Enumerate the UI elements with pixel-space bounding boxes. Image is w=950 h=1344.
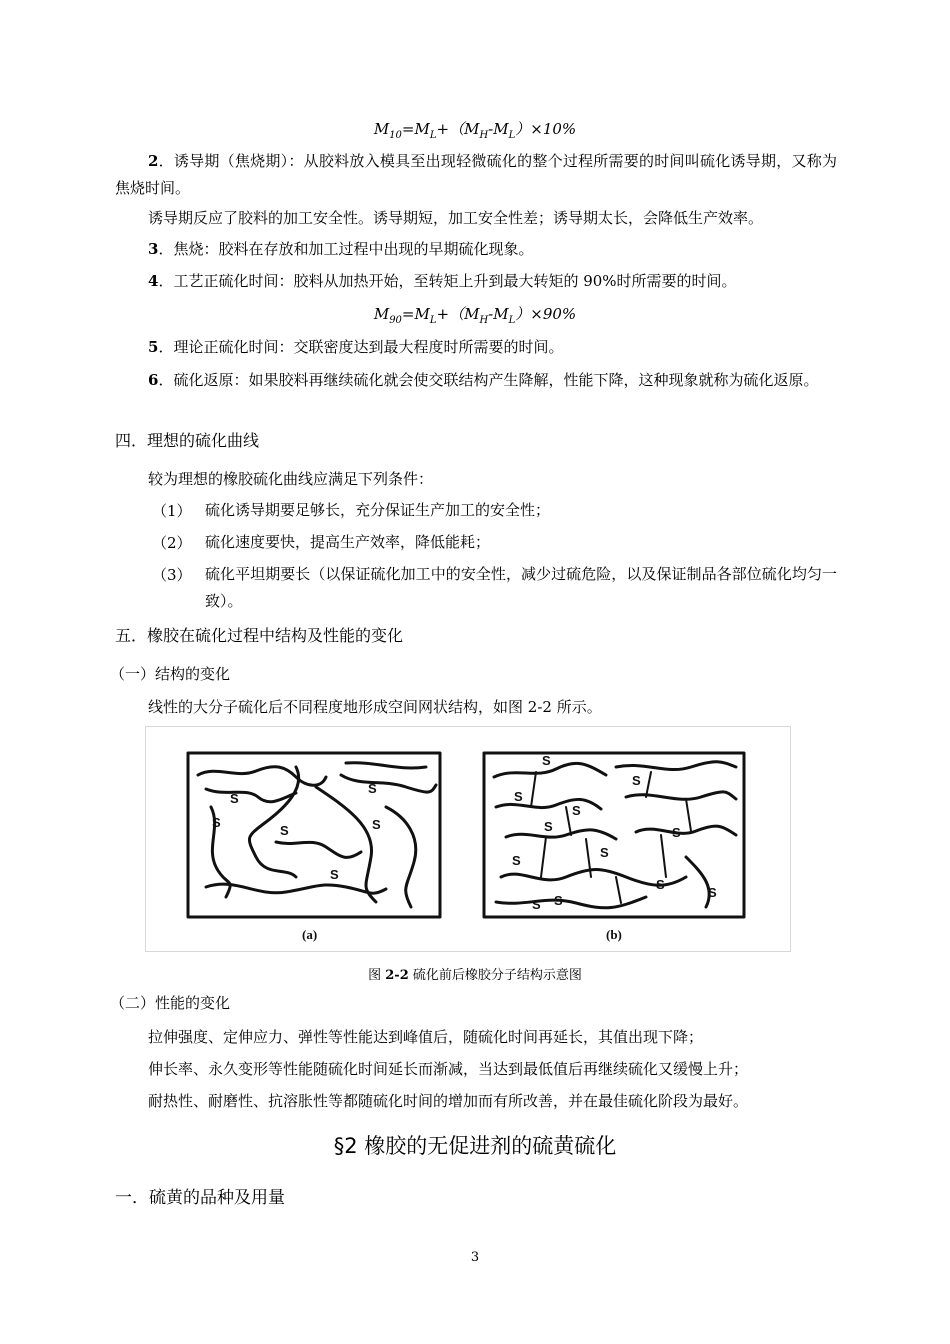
formula-m90 [0,303,950,332]
item-2-number: 2 [148,152,159,170]
chain-b7 [626,792,736,799]
formula-m10-text: $M_{10}=M_L+(M_H-M_L)\times 10\%$ [373,120,577,141]
s-b4: S [572,803,581,818]
page-number: 3 [470,1250,480,1265]
s-b7: S [532,897,541,912]
condition-3-number: （3） [152,566,192,584]
item-4-text: ．工艺正硫化时间：胶料从加热开始，至转矩上升到最大转矩的 90%时所需要的时间。 [158,272,737,290]
caption-prefix: 图 [368,968,386,983]
s-b10: S [672,825,681,840]
chain-a6 [341,775,436,792]
chain-a1 [198,767,326,786]
item-6-text: ．硫化返原：如果胶料再继续硫化就会使交联结构产生降解，性能下降，这种现象就称为硫化返原。 [158,371,819,389]
condition-1-text: 硫化诱导期要足够长，充分保证生产加工的安全性； [205,501,551,519]
s-b11: S [656,877,665,892]
item-4 [148,270,737,292]
chain-b8 [636,826,736,835]
chain-a5 [346,763,426,768]
item-5 [148,336,563,358]
property-line-2: 伸长率、永久变形等性能随硫化时间延长而渐减，当达到最低值后再继续硫化又缓慢上升； [148,1060,749,1078]
item-6 [115,367,837,394]
sub-properties: （二）性能的变化 [110,994,231,1012]
s-a3: S [280,823,289,838]
structure-text: 线性的大分子硫化后不同程度地形成空间网状结构，如图 2-2 所示。 [148,698,602,716]
chain-a8 [386,807,416,907]
condition-2-text: 硫化速度要快，提高生产效率，降低能耗； [205,533,491,551]
heading-structure-change: 五．橡胶在硫化过程中结构及性能的变化 [115,626,404,645]
condition-1-number: （1） [152,502,192,520]
item-5-number: 5 [148,338,159,356]
ideal-intro: 较为理想的橡胶硫化曲线应满足下列条件： [148,470,434,488]
caption-number: 2-2 [385,968,409,983]
item-2-note: 诱导期反应了胶料的加工安全性。诱导期短，加工安全性差；诱导期太长，会降低生产效率。 [148,209,764,227]
section-2-title: §2 橡胶的无促进剂的硫黄硫化 [333,1134,617,1158]
chain-b9 [686,857,709,907]
s-b8: S [554,893,563,908]
figure-caption [0,964,950,983]
chain-b6 [616,762,736,770]
chain-b2 [496,799,601,809]
s-a6: S [330,867,339,882]
s-b6: S [600,845,609,860]
panel-a-label: (a) [302,927,318,942]
item-2-text: ．诱导期（焦烧期）：从胶料放入模具至出现轻微硫化的整个过程所需要的时间叫硫化诱导期，又称为焦烧时间。 [115,152,837,197]
heading-ideal-curve: 四．理想的硫化曲线 [115,431,260,450]
chain-b3 [506,830,616,839]
condition-3-text: 硫化平坦期要长（以保证硫化加工中的安全性，减少过硫危险，以及保证制品各部位硫化均匀一致）。 [205,565,837,610]
formula-m90-text: $M_{90}=M_L+(M_H-M_L)\times 90\%$ [373,305,577,326]
sub-structure: （一）结构的变化 [110,665,231,683]
item-5-text: ．理论正硫化时间：交联密度达到最大程度时所需要的时间。 [158,338,564,356]
s-a4: S [368,781,377,796]
molecular-structure-diagram [146,727,790,951]
s-b2: S [514,789,523,804]
chain-b5 [496,897,646,908]
s-a1: S [230,791,239,806]
s-b1: S [542,753,551,768]
chain-a3 [249,767,298,877]
property-line-3: 耐热性、耐磨性、抗溶胀性等都随硫化时间的增加而有所改善，并在最佳硫化阶段为最好。 [148,1092,749,1110]
item-3 [148,238,533,260]
heading-sulfur-types: 一．硫黄的品种及用量 [115,1188,285,1208]
s-b9: S [632,773,641,788]
s-b12: S [708,885,717,900]
figure-2-2 [145,726,791,952]
item-2 [115,148,837,202]
condition-2-number: （2） [152,534,192,552]
chain-a9 [206,884,386,893]
item-6-number: 6 [148,371,159,389]
item-4-number: 4 [148,272,159,290]
item-3-number: 3 [148,240,159,258]
property-line-1: 拉伸强度、定伸应力、弹性等性能达到峰值后，随硫化时间再延长，其值出现下降； [148,1028,704,1046]
chain-a10 [276,842,361,857]
panel-a-frame [188,753,440,917]
formula-m10 [0,118,950,147]
caption-text: 硫化前后橡胶分子结构示意图 [408,968,582,983]
item-3-text: ．焦烧：胶料在存放和加工过程中出现的早期硫化现象。 [158,240,534,258]
s-a5: S [372,817,381,832]
chain-a2 [206,789,296,802]
s-b5: S [512,853,521,868]
s-b3: S [544,819,553,834]
s-a2: S [212,815,221,830]
panel-b-label: (b) [606,927,622,942]
